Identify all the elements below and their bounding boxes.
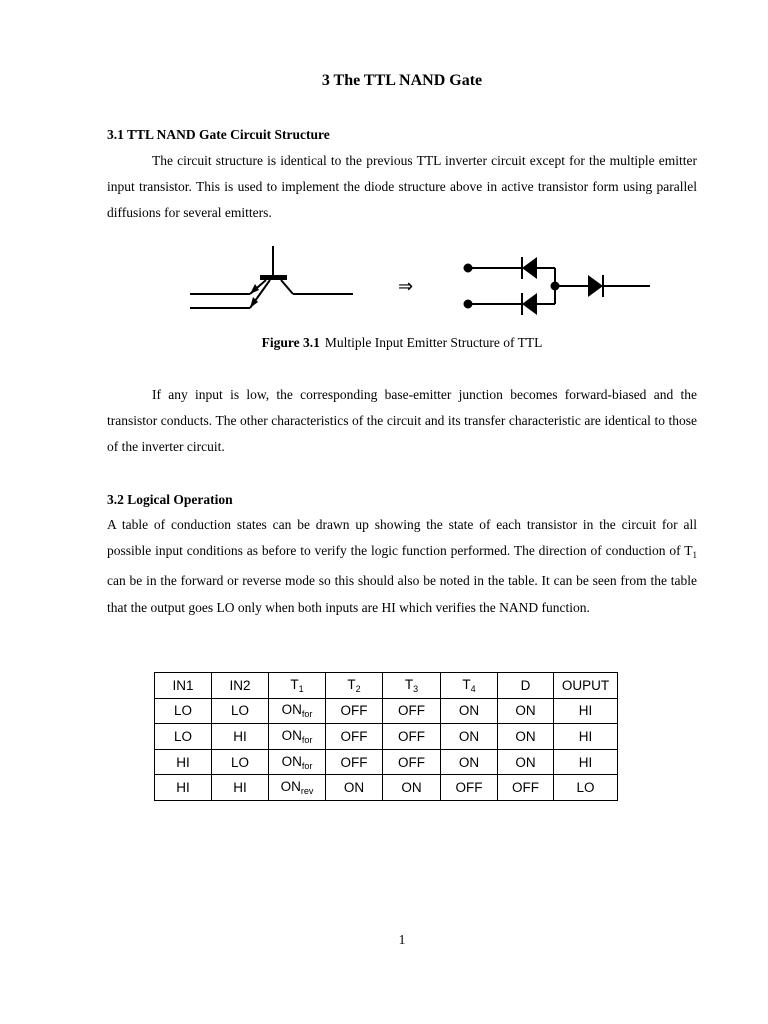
emitter1-lead xyxy=(250,280,266,294)
table-header-row xyxy=(155,673,618,699)
table-header-cell: $T_2$ xyxy=(326,673,383,699)
junction-node xyxy=(552,283,559,290)
table-cell: OFF xyxy=(383,698,441,724)
section-3-2-heading: 3.2 Logical Operation xyxy=(107,492,233,507)
table-cell: OFF xyxy=(383,724,441,750)
table-cell: LO xyxy=(212,749,269,775)
table-cell: $ON_{rev}$ xyxy=(269,775,326,801)
table-cell: OFF xyxy=(326,698,383,724)
section-3-2-paragraph: A table of conduction states can be drawn up showing the state of each transistor in the circuit for all possible input conditions as before to verify the logic function performed. The direction of conduction of $T_1$ can be in the forward or reverse mode so this should also be noted in the table. It can be seen from the table that the output goes LO only when both inputs are HI which verifies the NAND function. xyxy=(107,517,697,615)
table-header-cell: IN1 xyxy=(155,673,212,699)
emitter1-arrow xyxy=(250,284,259,294)
table-cell: OFF xyxy=(441,775,498,801)
table-cell: LO xyxy=(212,698,269,724)
diode3-triangle xyxy=(588,275,603,297)
implies-arrow: ⇒ xyxy=(398,276,414,297)
section-3-1-heading: 3.1 TTL NAND Gate Circuit Structure xyxy=(107,127,330,142)
table-cell: LO xyxy=(155,724,212,750)
table-cell: ON xyxy=(498,749,554,775)
table-cell: HI xyxy=(554,698,618,724)
figure-caption-text: Multiple Input Emitter Structure of TTL xyxy=(324,335,543,350)
emitter2-lead xyxy=(250,280,270,308)
table-cell: HI xyxy=(554,724,618,750)
base-bar xyxy=(260,275,287,280)
table-header-cell: $T_4$ xyxy=(441,673,498,699)
table-cell: ON xyxy=(441,749,498,775)
figure-caption xyxy=(0,335,768,351)
table-row xyxy=(155,749,618,775)
collector-lead xyxy=(281,280,293,294)
diode2-triangle xyxy=(522,293,537,315)
table-cell: ON xyxy=(326,775,383,801)
table-cell: ON xyxy=(441,724,498,750)
table-header-cell: IN2 xyxy=(212,673,269,699)
table-cell: HI xyxy=(212,775,269,801)
table-row xyxy=(155,698,618,724)
table-cell: OFF xyxy=(326,749,383,775)
table-cell: HI xyxy=(155,775,212,801)
table-row xyxy=(155,775,618,801)
table-row xyxy=(155,724,618,750)
page-number: 1 xyxy=(398,932,406,947)
input1-node xyxy=(465,265,472,272)
table-cell: $ON_{for}$ xyxy=(269,698,326,724)
table-cell: LO xyxy=(155,698,212,724)
table-header-cell: D xyxy=(498,673,554,699)
table-cell: OFF xyxy=(383,749,441,775)
conduction-state-table xyxy=(154,672,618,801)
table-cell: $ON_{for}$ xyxy=(269,724,326,750)
table-cell: HI xyxy=(155,749,212,775)
transistor-symbol xyxy=(190,246,353,308)
section-3-1-paragraph: The circuit structure is identical to the previous TTL inverter circuit except for the multiple emitter input transistor. This is used to implement the diode structure above in active transistor form using parallel diffusions for several emitters. xyxy=(107,153,697,221)
figure-label: Figure 3.1 xyxy=(261,335,320,350)
table-cell: OFF xyxy=(326,724,383,750)
table-cell: HI xyxy=(554,749,618,775)
diode-network xyxy=(465,257,651,315)
paragraph-forward-bias: If any input is low, the corresponding base-emitter junction becomes forward-biased and the transistor conducts. The other characteristics of the circuit and its transfer characteristic are identical to those of the inverter circuit. xyxy=(107,387,697,455)
table-cell: ON xyxy=(498,724,554,750)
emitter2-arrow xyxy=(250,297,258,308)
table-cell: HI xyxy=(212,724,269,750)
table-cell: $ON_{for}$ xyxy=(269,749,326,775)
table-header-cell: OUPUT xyxy=(554,673,618,699)
input2-node xyxy=(465,301,472,308)
diode1-triangle xyxy=(522,257,537,279)
table-cell: OFF xyxy=(498,775,554,801)
table-cell: LO xyxy=(554,775,618,801)
table-cell: ON xyxy=(383,775,441,801)
table-header-cell: $T_1$ xyxy=(269,673,326,699)
table-cell: ON xyxy=(441,698,498,724)
table-header-cell: $T_3$ xyxy=(383,673,441,699)
page-title: 3 The TTL NAND Gate xyxy=(321,72,483,89)
table-cell: ON xyxy=(498,698,554,724)
